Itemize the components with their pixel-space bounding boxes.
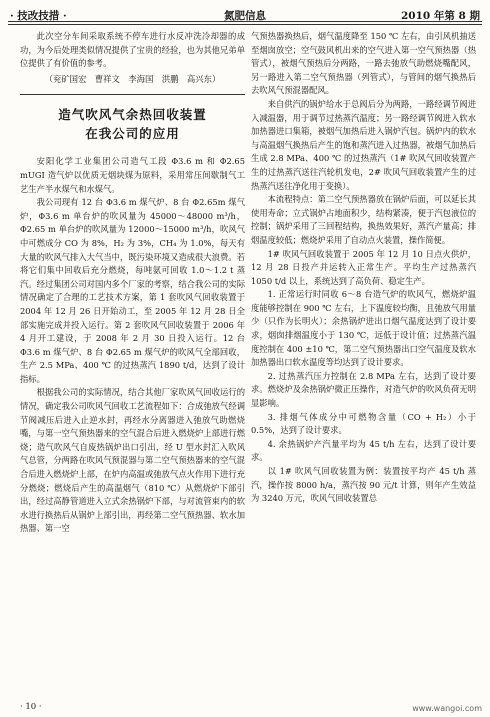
intro-paragraph: 此次空分车间采取系统不停车进行水反冲洗冷却器的成功，为今后处理类似情况提供了宝贵的经验，也为其他兄弟单位提供了有价值的参考。 (20, 31, 245, 69)
list-item: 2. 过热蒸汽压力控制在 2.8 MPa 左右，达到了设计要求。燃烧炉及余热锅炉微正压操作，对造气炉的吹风负荷无明显影响。 (251, 370, 476, 409)
body-paragraph: 我公司现有 12 台 Φ3.6 m 煤气炉、8 台 Φ2.65m 煤气炉，Φ3.6 m 单台炉的吹风量为 45000～48000 m³/h，Φ2.65 m 单台炉的吹风量为 12000～15000 m³/h，吹风气中可燃成分 CO 为 8%，H₂ 为 3%，CH₄ 为 1.0%，每天有大量的吹风气排入大气当中，既污染环境又造成很大浪费。若将它们集中回收后充分燃烧，每吨氨可回收 1.0～1.2 t 蒸汽。经过集团公司对国内多个厂家的考察，结合我公司的实际情况确定了合理的工艺技术方案，第 1 套吹风气回收装置于 2004 年 12 月 26 日开始动工，至 2005 年 12 月 28 日全部实施完成并投入运行。第 2 套吹风气回收装置于 2006 年 4 月开工建设，于 2008 年 2 月 30 日投入运行。12 台 Φ3.6 m 煤气炉、8 台 Φ2.65 m 煤气炉的吹风气全部回收，生产 2.5 MPa、400 ℃ 的过热蒸汽 1890 t/d，达到了设计指标。 (20, 197, 245, 384)
body-paragraph: 1# 吹风气回收装置于 2005 年 12 月 10 日点火供炉，12 月 28 日投产并运转入正常生产。平均生产过热蒸汽 1050 t/d 以上，系统达到了高负荷、稳定生产。 (251, 248, 476, 286)
journal-name: 氮肥信息 (224, 10, 266, 22)
list-item: 4. 余热锅炉产汽量平均为 45 t/h 左右，达到了设计要求。 (251, 438, 476, 463)
body-paragraph: 来自供汽的锅炉给水于总阀后分为两路，一路经调节阀进入减温器，用于调节过热蒸汽温度；另一路经调节阀进入软水加热器进口集箱，被烟气加热后进入锅炉汽包。锅炉内的软水与高温烟气换热后产生的饱和蒸汽进入过热器，被烟气加热后生成 2.8 MPa、400 ℃ 的过热蒸汽（1# 吹风气回收装置产生的过热蒸汽送往汽轮机发电，2# 吹风气回收装置产生的过热蒸汽送往净化用于变换）。 (251, 98, 476, 191)
body-paragraph: 本流程特点：第二空气预热器放在锅炉后面，可以延长其使用寿命；立式锅炉占地面积少，结构紧凑，便于汽包液位的控制；锅炉采用了三回程结构，换热效果好，蒸汽产量高；排烟温度较低；燃烧炉采用了自动点火装置，操作简便。 (251, 194, 476, 245)
page-number: · 10 · (20, 702, 42, 712)
body-paragraph: 安阳化学工业集团公司造气工段 Φ3.6 m 和 Φ2.65 mUGI 造气炉以优质无烟块煤为原料，采用常压间歇制气工艺生产半水煤气和水煤气。 (20, 156, 245, 194)
body-paragraph: 气预热器换热后，烟气温度降至 150 ℃ 左右，由引风机抽送至烟囱放空；空气鼓风机出来的空气进入第一空气预热器（热管式），被烟气预热后分两路，一路去弛放气助燃烧嘴配风，另一路进入第二空气预热器（列管式），与管间的烟气换热后去吹风气预混器配风。 (251, 31, 476, 96)
list-item: 1. 正常运行时同收 6～8 台造气炉的吹风气，燃烧炉温度能够控制在 900 ℃ 左右，上下温度较均衡，且弛放气用量少（只作为长明火）；余热锅炉进出口烟气温度达到了设计要求，烟囱排烟温度小于 130 ℃，远低于设计值；过热蒸汽温度控制在 400 ±10 ℃，第二空气预热器出口空气温度及软水加热器出口软水温度等均达到了设计要求。 (251, 289, 476, 368)
body-paragraph: 以 1# 吹风气回收装置为例：装置按平均产 45 t/h 蒸汽，操作按 8000 h/a，蒸汽按 90 元/t 计算，则年产生效益为 3240 万元，吹风气回收装置总 (251, 466, 476, 504)
header-rule (8, 21, 482, 25)
list-item: 3. 排烟气体成分中可燃物含量（CO + H₂）小于 0.5%，达到了设计要求。 (251, 411, 476, 436)
authors-line: （兖矿国宏 曹祥文 李海国 洪鹏 高兴东） (44, 73, 221, 84)
left-column (20, 30, 245, 536)
title-line-2: 在我公司的应用 (85, 126, 180, 142)
watermark: www.wangoi.com (412, 704, 482, 713)
article-title (20, 105, 245, 143)
body-paragraph: 根据我公司的实际情况，结合其他厂家吹风气回收运行的情况，确定我公司吹风气回收工艺流程如下：合成弛放气经调节阀减压后进入止逆水封，再经水分离器进入弛放气助燃烧嘴，与第一空气预热器来的空气混合后进入燃烧炉上部进行燃烧；造气吹风气自废热锅炉出口引出，经 U 型水封汇入吹风气总管，分两路在吹风气预混器与第二空气预热器来的空气混合后进入燃烧炉上部，在炉内高温或弛放气点火作用下进行充分燃烧；燃烧后产生的高温烟气（810 ℃）从燃烧炉下部引出，经过高静管道进入立式余热锅炉下部，与对流管束内的软水进行换热后从锅炉上部引出，再经第二空气预热器、软水加热器、第一空 (20, 387, 245, 534)
title-line-1: 造气吹风气余热回收装置 (58, 107, 207, 123)
article-divider (20, 94, 245, 95)
issue-label: 2010 年第 8 期 (401, 10, 480, 22)
section-label: · 技改技措 · (10, 10, 67, 22)
right-column (251, 30, 476, 506)
